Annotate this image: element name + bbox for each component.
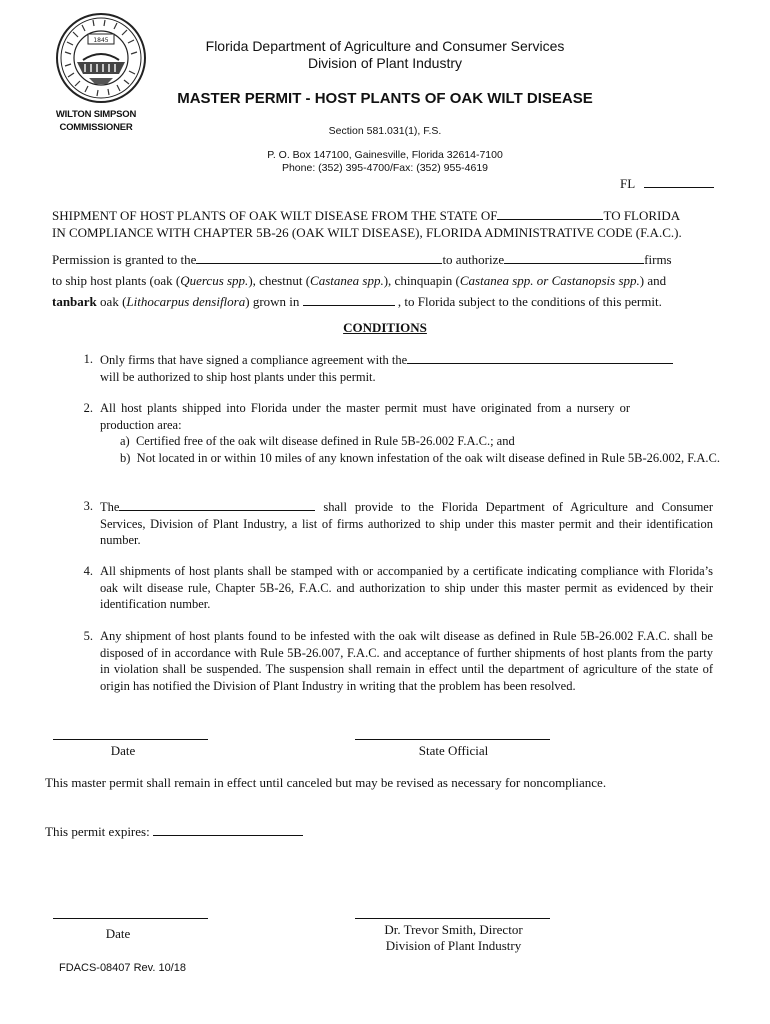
grown-in-blank[interactable] — [303, 293, 395, 306]
condition-3-number: 3. — [83, 499, 93, 513]
director-division: Division of Plant Industry — [385, 938, 522, 953]
compliance-agency-blank[interactable] — [407, 351, 673, 364]
permission-text-2: to authorize — [442, 252, 505, 267]
chinquapin-name: Castanea spp. or Castanopsis spp. — [459, 273, 640, 288]
permission-l3-d: , to Florida subject to the conditions of this permit. — [397, 294, 662, 309]
condition-4 — [73, 563, 713, 613]
condition-2-sub-a: a) Certified free of the oak wilt disease defined in Rule 5B-26.002 F.A.C.; and — [120, 434, 515, 448]
expires-label: This permit expires: — [45, 824, 150, 839]
condition-2-number: 2. — [83, 401, 93, 415]
statute-section: Section 581.031(1), F.S. — [328, 125, 442, 137]
condition-1-text-b: will be authorized to ship host plants under this permit. — [100, 369, 376, 384]
condition-1-text-a: Only firms that have signed a compliance agreement with the — [100, 353, 408, 367]
permission-l2-c: ), chinquapin ( — [383, 273, 460, 288]
permission-l3-b: oak ( — [96, 294, 127, 309]
condition-3-text-b: shall provide to the Florida Department of Agriculture and Consumer Services, Division of Plant Industry, a list of firms authorized to ship under this master permit and their identification number. — [100, 500, 714, 547]
condition-3 — [73, 498, 713, 549]
phone-fax: Phone: (352) 395-4700/Fax: (352) 955-4619 — [281, 162, 489, 174]
quercus-name: Quercus spp. — [180, 273, 249, 288]
condition-5-text: Any shipment of host plants found to be infested with the oak wilt disease as defined in Rule 5B-26.002 F.A.C. shall be disposed of in accordance with Rule 5B-26.007, F.A.C. and acceptance of further shipments of host plants from the party in violation shall be suspended. The suspension shall remain in effect until the department of agriculture of the state of origin has notified the Division of Plant Industry in writing that the problem has been resolved. — [100, 629, 713, 693]
expires-field[interactable] — [45, 823, 303, 840]
condition-2-sub-b: b) Not located in or within 10 miles of any known infestation of the oak wilt disease defined in Rule 5B-26.002, F.A.C. — [120, 450, 720, 465]
castanea-name: Castanea spp. — [310, 273, 384, 288]
commissioner-name: WILTON SIMPSON — [55, 109, 137, 120]
state-official-label: State Official — [418, 743, 489, 758]
date-signature-line-2[interactable] — [53, 918, 208, 919]
conditions-heading: CONDITIONS — [343, 320, 427, 335]
fl-label: FL — [620, 176, 635, 191]
shipment-statement — [52, 207, 732, 241]
date-signature-line-1[interactable] — [53, 739, 208, 740]
lithocarpus-name: Lithocarpus densiflora — [126, 294, 246, 309]
svg-text:1845: 1845 — [93, 37, 109, 44]
permission-l3-c: ) grown in — [245, 294, 300, 309]
division-name: Division of Plant Industry — [307, 55, 463, 71]
date-label-1: Date — [110, 743, 136, 758]
condition-4-text: All shipments of host plants shall be stamped with or accompanied by a certificate indicating compliance with Florida’s oak wilt disease rule, Chapter 5B-26, F.A.C. and authorization to ship under this master permit as evidenced by their identification number. — [100, 564, 713, 611]
state-official-signature-line[interactable] — [355, 739, 550, 740]
grantee-blank[interactable] — [196, 251, 442, 264]
permission-text-1: Permission is granted to the — [52, 252, 197, 267]
shipment-line1-a: SHIPMENT OF HOST PLANTS OF OAK WILT DISEASE FROM THE STATE OF — [52, 208, 498, 223]
permission-l2-b: ), chestnut ( — [248, 273, 311, 288]
fl-blank[interactable] — [644, 175, 714, 188]
expires-blank[interactable] — [153, 823, 303, 836]
fl-field[interactable] — [620, 175, 714, 193]
responsible-party-blank[interactable] — [119, 498, 315, 511]
form-number: FDACS-08407 Rev. 10/18 — [59, 962, 186, 974]
condition-5 — [73, 628, 713, 694]
director-signature-line[interactable] — [355, 918, 550, 919]
permit-remains-text: This master permit shall remain in effect until canceled but may be revised as necessary for noncompliance. — [45, 775, 607, 790]
mailing-address: P. O. Box 147100, Gainesville, Florida 32614-7100 — [267, 149, 503, 161]
permission-paragraph — [52, 249, 732, 312]
tanbark-word: tanbark — [52, 294, 97, 309]
condition-1-number: 1. — [83, 352, 93, 366]
shipment-line2: IN COMPLIANCE WITH CHAPTER 5B-26 (OAK WILT DISEASE), FLORIDA ADMINISTRATIVE CODE (F.A.C.). — [52, 224, 682, 240]
condition-3-text-a: The — [100, 500, 120, 514]
origin-state-blank[interactable] — [497, 207, 603, 220]
permission-text-3: firms — [644, 252, 672, 267]
director-name: Dr. Trevor Smith, Director — [384, 922, 523, 937]
permission-l2-d: ) and — [639, 273, 667, 288]
commissioner-title: COMMISSIONER — [59, 122, 133, 133]
condition-2-text: All host plants shipped into Florida under the master permit must have originated from a nursery or production area: — [100, 401, 630, 432]
state-seal-icon — [55, 12, 147, 104]
condition-1 — [73, 351, 713, 385]
form-title: MASTER PERMIT - HOST PLANTS OF OAK WILT DISEASE — [177, 90, 593, 107]
shipment-line1-b: TO FLORIDA — [603, 208, 681, 223]
date-label-2: Date — [105, 926, 131, 941]
permission-l2-a: to ship host plants (oak ( — [52, 273, 181, 288]
condition-5-number: 5. — [83, 629, 93, 643]
firms-blank[interactable] — [504, 251, 644, 264]
condition-4-number: 4. — [83, 564, 93, 578]
agency-name: Florida Department of Agriculture and Consumer Services — [205, 38, 565, 54]
condition-2 — [73, 400, 720, 466]
